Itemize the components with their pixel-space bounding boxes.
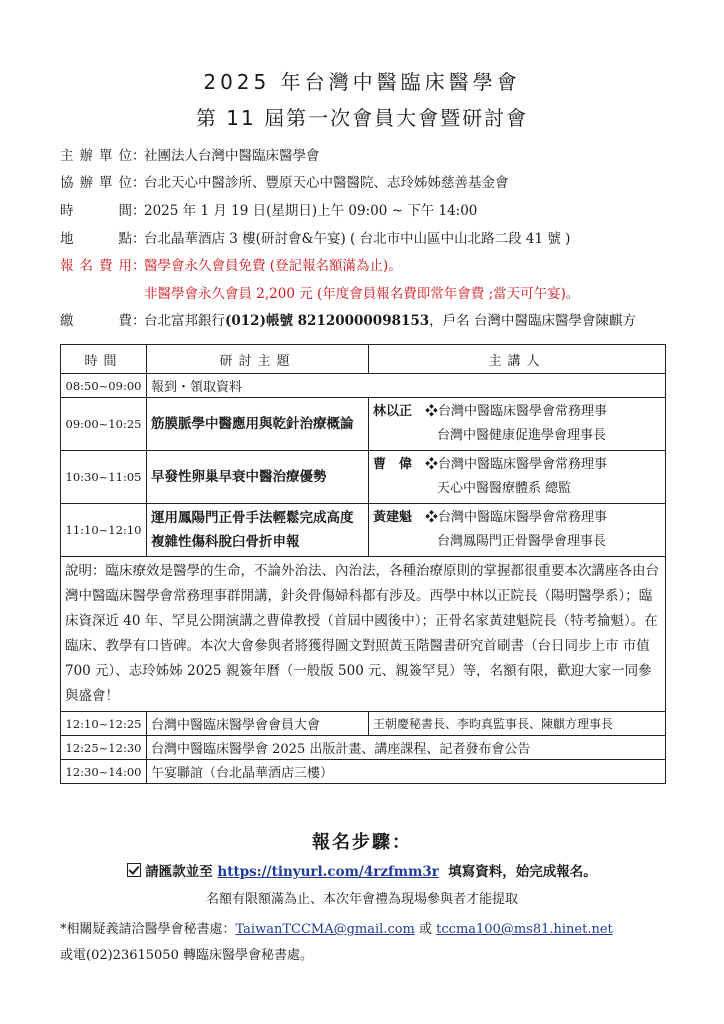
row-topic: 台灣中醫臨床醫學會 2025 出版計畫、講座課程、記者發布會公告 <box>147 736 666 760</box>
row-speaker <box>369 398 666 451</box>
table-row <box>61 451 666 504</box>
place-value: 台北晶華酒店 3 樓(研討會&午宴) ( 台北市中山區中山北路二段 41 號 ) <box>144 231 571 247</box>
row-topic: 報到・領取資料 <box>147 374 666 398</box>
schedule-table <box>60 344 666 784</box>
table-row <box>61 736 666 760</box>
row-topic: 運用鳳陽門正骨手法輕鬆完成高度複雜性傷科脫臼骨折申報 <box>147 504 369 557</box>
table-row <box>61 504 666 557</box>
row-topic: 台灣中醫臨床醫學會會員大會 <box>147 712 369 736</box>
co-organizer-value: 台北天心中醫診所、豐原天心中醫醫院、志玲姊姊慈善基金會 <box>144 175 509 191</box>
payment-bank: 台北富邦銀行 <box>144 313 225 329</box>
row-speaker: 王朝慶秘書長、李昀真監事長、陳麒方理事長 <box>369 712 666 736</box>
header-topic: 研討主題 <box>147 345 369 374</box>
row-time: 11:10~12:10 <box>61 504 147 557</box>
speaker-title: ❖台灣中醫臨床醫學會常務理事 <box>425 404 608 419</box>
fee-row: 報名費用：醫學會永久會員免費 (登記報名額滿為止)。 <box>60 254 700 274</box>
row-topic: 午宴聯誼（台北晶華酒店三樓） <box>147 760 666 784</box>
description-text: 說明：臨床療效是醫學的生命，不論外治法、內治法，各種治療原則的掌握都很重要本次講座各由台灣中醫臨床醫學會常務理事群開講，針灸骨傷婦科都有涉及。西學中林以正院長（陽明醫學系）；臨床資深近 40 年、罕見公開演講之曹偉教授（首屆中國後中）；正骨名家黃建魁院長（特考掄魁）。在臨床、教學有口皆碑。本次大會參與者將獲得圖文對照黃玉階醫書研究首刷書（台日同步上市 市值 700 元）、志玲姊姊 2025 親簽年曆（一般版 500 元、親簽罕見）等，名額有限，歡迎大家一同參與盛會！ <box>61 557 666 712</box>
checkbox-icon <box>127 863 141 877</box>
email-link-2[interactable]: tccma100@ms81.hinet.net <box>436 922 613 937</box>
speaker-title: 台灣中醫健康促進學會理事長 <box>437 428 607 443</box>
description-row <box>61 557 666 712</box>
row-time: 09:00~10:25 <box>61 398 147 451</box>
registration-instruction: 請匯款並至 https://tinyurl.com/4rzfmm3r 填寫資料，始完成報名。 <box>0 860 724 880</box>
speaker-name: 林以正 <box>373 404 413 419</box>
fee-nonmember: 非醫學會永久會員 2,200 元 (年度會員報名費即常年會費 ;當天可午宴)。 <box>144 286 580 302</box>
row-time: 12:30~14:00 <box>61 760 147 784</box>
row-speaker <box>369 451 666 504</box>
table-row <box>61 760 666 784</box>
fee-row-2 <box>144 282 724 302</box>
organizer-row: 主辦單位：社團法人台灣中醫臨床醫學會 <box>60 144 700 164</box>
row-time: 10:30~11:05 <box>61 451 147 504</box>
registration-steps-title: 報名步驟： <box>312 832 412 853</box>
table-header-row <box>61 345 666 374</box>
co-organizer-label: 協辦單位 <box>60 175 132 191</box>
contact-line: *相關疑義請洽醫學會秘書處：TaiwanTCCMA@gmail.com 或 tccma100@ms81.hinet.net <box>60 922 613 937</box>
row-time: 12:10~12:25 <box>61 712 147 736</box>
co-organizer-row: 協辦單位：台北天心中醫診所、豐原天心中醫醫院、志玲姊姊慈善基金會 <box>60 171 700 191</box>
registration-link[interactable]: https://tinyurl.com/4rzfmm3r <box>217 864 439 880</box>
speaker-name: 黃建魁 <box>373 510 413 525</box>
fee-label: 報名費用 <box>60 258 132 274</box>
speaker-title: ❖台灣中醫臨床醫學會常務理事 <box>425 457 608 472</box>
table-row <box>61 374 666 398</box>
payment-account: (012)帳號 82120000098153 <box>225 313 430 329</box>
place-label: 地點 <box>60 231 132 247</box>
email-link-1[interactable]: TaiwanTCCMA@gmail.com <box>235 922 415 937</box>
row-topic: 筋膜脈學中醫應用與乾針治療概論 <box>147 398 369 451</box>
payment-row: 繳費：台北富邦銀行(012)帳號 82120000098153，戶名 台灣中醫臨床醫學會陳麒方 <box>60 309 700 329</box>
time-row: 時間：2025 年 1 月 19 日(星期日)上午 09:00 ~ 下午 14:00 <box>60 199 700 219</box>
organizer-value: 社團法人台灣中醫臨床醫學會 <box>144 148 320 164</box>
row-topic: 早發性卵巢早衰中醫治療優勢 <box>147 451 369 504</box>
document-title: 2025 年台灣中醫臨床醫學會 <box>203 70 521 94</box>
organizer-label: 主辦單位 <box>60 148 132 164</box>
speaker-title: 天心中醫醫療體系 總監 <box>437 481 572 496</box>
row-speaker <box>369 504 666 557</box>
payment-name: ，戶名 台灣中醫臨床醫學會陳麒方 <box>429 313 636 329</box>
table-row <box>61 712 666 736</box>
header-time: 時間 <box>61 345 147 374</box>
fee-member: 醫學會永久會員免費 (登記報名額滿為止)。 <box>144 258 402 274</box>
header-speaker: 主講人 <box>369 345 666 374</box>
row-time: 12:25~12:30 <box>61 736 147 760</box>
time-value: 2025 年 1 月 19 日(星期日)上午 09:00 ~ 下午 14:00 <box>144 203 478 219</box>
speaker-title: 台灣鳳陽門正骨醫學會理事長 <box>437 534 607 549</box>
time-label: 時間 <box>60 203 132 219</box>
phone-line: 或電(02)23615050 轉臨床醫學會秘書處。 <box>60 948 313 963</box>
speaker-name: 曹 偉 <box>373 457 413 472</box>
row-time: 08:50~09:00 <box>61 374 147 398</box>
payment-label: 繳費 <box>60 313 132 329</box>
place-row: 地點：台北晶華酒店 3 樓(研討會&午宴) ( 台北市中山區中山北路二段 41 號 ) <box>60 227 700 247</box>
document-subtitle: 第 11 屆第一次會員大會暨研討會 <box>195 106 529 130</box>
speaker-title: ❖台灣中醫臨床醫學會常務理事 <box>425 510 608 525</box>
table-row <box>61 398 666 451</box>
quota-note: 名額有限額滿為止、本次年會禮為現場參與者才能提取 <box>205 892 518 907</box>
